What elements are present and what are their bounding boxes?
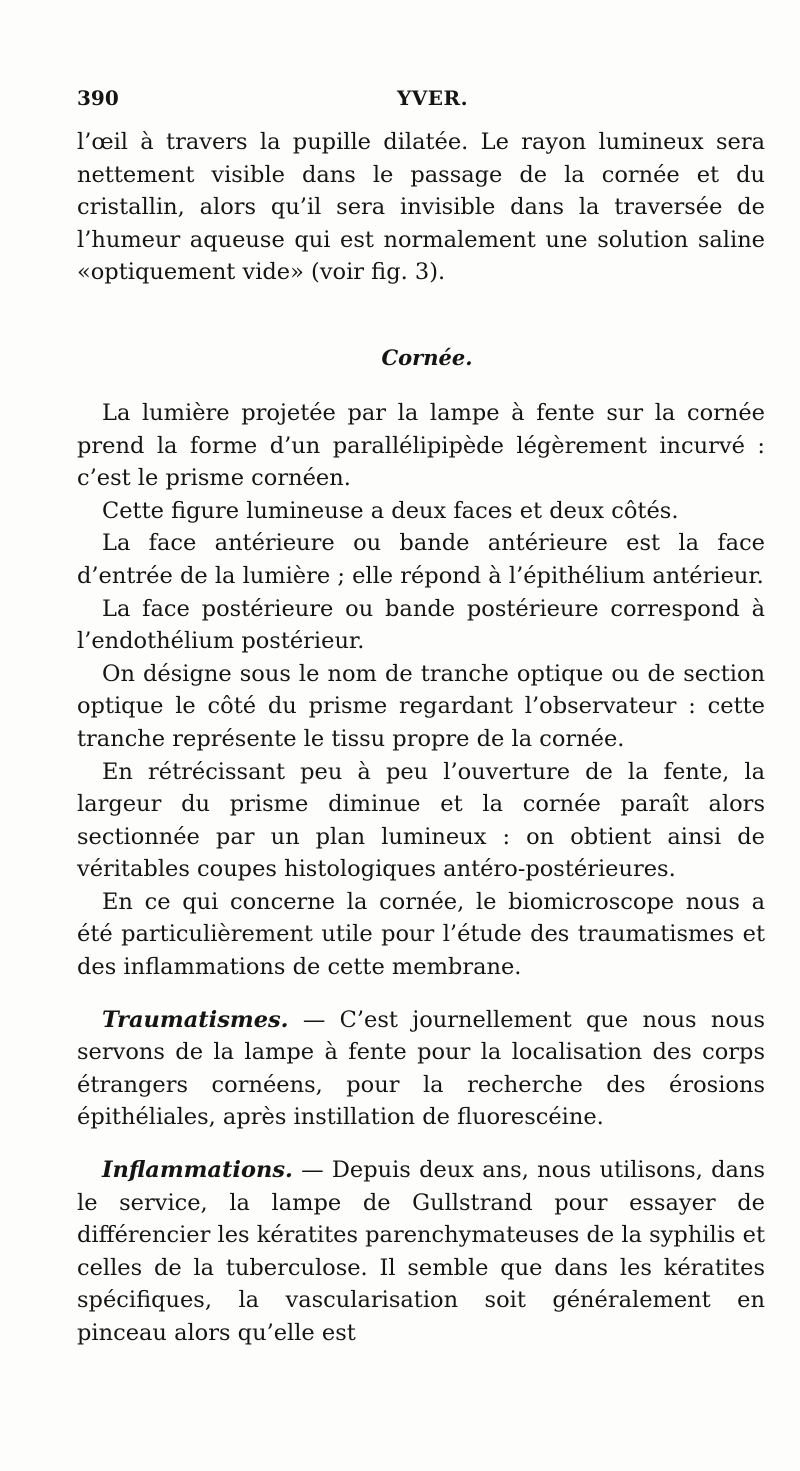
paragraph: En rétrécissant peu à peu l’ouverture de la fente, la largeur du prisme diminue et la cornée paraît alors sectionnée par un plan lumineux : on obtient ainsi de véritables coupes histologiques antéro-postérieures. xyxy=(77,758,765,883)
page-number: 390 xyxy=(77,86,119,110)
traumatismes-paragraph xyxy=(77,1004,765,1134)
body-text xyxy=(77,126,765,1350)
paragraph: La face antérieure ou bande antérieure est la face d’entrée de la lumière ; elle répond à l’épithélium antérieur. xyxy=(77,530,765,589)
traumatismes-text: — C’est journellement que nous nous servons de la lampe à fente pour la localisation des corps étrangers cornéens, pour la recherche des érosions épithéliales, après instillation de fluorescéine. xyxy=(77,1006,765,1131)
paragraph: La face postérieure ou bande postérieure correspond à l’endothélium postérieur. xyxy=(77,595,765,655)
paragraph: Cette figure lumineuse a deux faces et deux côtés. xyxy=(102,497,679,524)
inflammations-heading: Inflammations. xyxy=(102,1157,293,1184)
page-header xyxy=(77,86,760,118)
running-head: YVER. xyxy=(397,86,469,110)
paragraph: On désigne sous le nom de tranche optique ou de section optique le côté du prisme regardant l’observateur : cette tranche représente le tissu propre de la cornée. xyxy=(77,660,765,752)
inflammations-paragraph xyxy=(77,1154,765,1350)
paragraph: La lumière projetée par la lampe à fente sur la cornée prend la forme d’un parallélipipède légèrement incurvé : c’est le prisme cornéen. xyxy=(77,399,765,492)
traumatismes-heading: Traumatismes. xyxy=(102,1006,289,1033)
intro-paragraph: l’œil à travers la pupille dilatée. Le rayon lumineux sera nettement visible dans le passage de la cornée et du cristallin, alors qu’il sera invisible dans la traversée de l’humeur aqueuse qui est normalement une solution saline «optiquement vide» (voir fig. 3). xyxy=(77,129,765,286)
section-title: Cornée. xyxy=(381,344,473,370)
inflammations-text: — Depuis deux ans, nous utilisons, dans le service, la lampe de Gullstrand pour essayer de différencier les kératites parenchymateuses de la syphilis et celles de la tuberculose. Il semble que dans les kératites spécifiques, la vascularisation soit généralement en pinceau alors qu’elle est xyxy=(77,1157,765,1346)
paragraph: En ce qui concerne la cornée, le biomicroscope nous a été particulièrement utile pour l’étude des traumatismes et des inflammations de cette membrane. xyxy=(77,888,765,981)
